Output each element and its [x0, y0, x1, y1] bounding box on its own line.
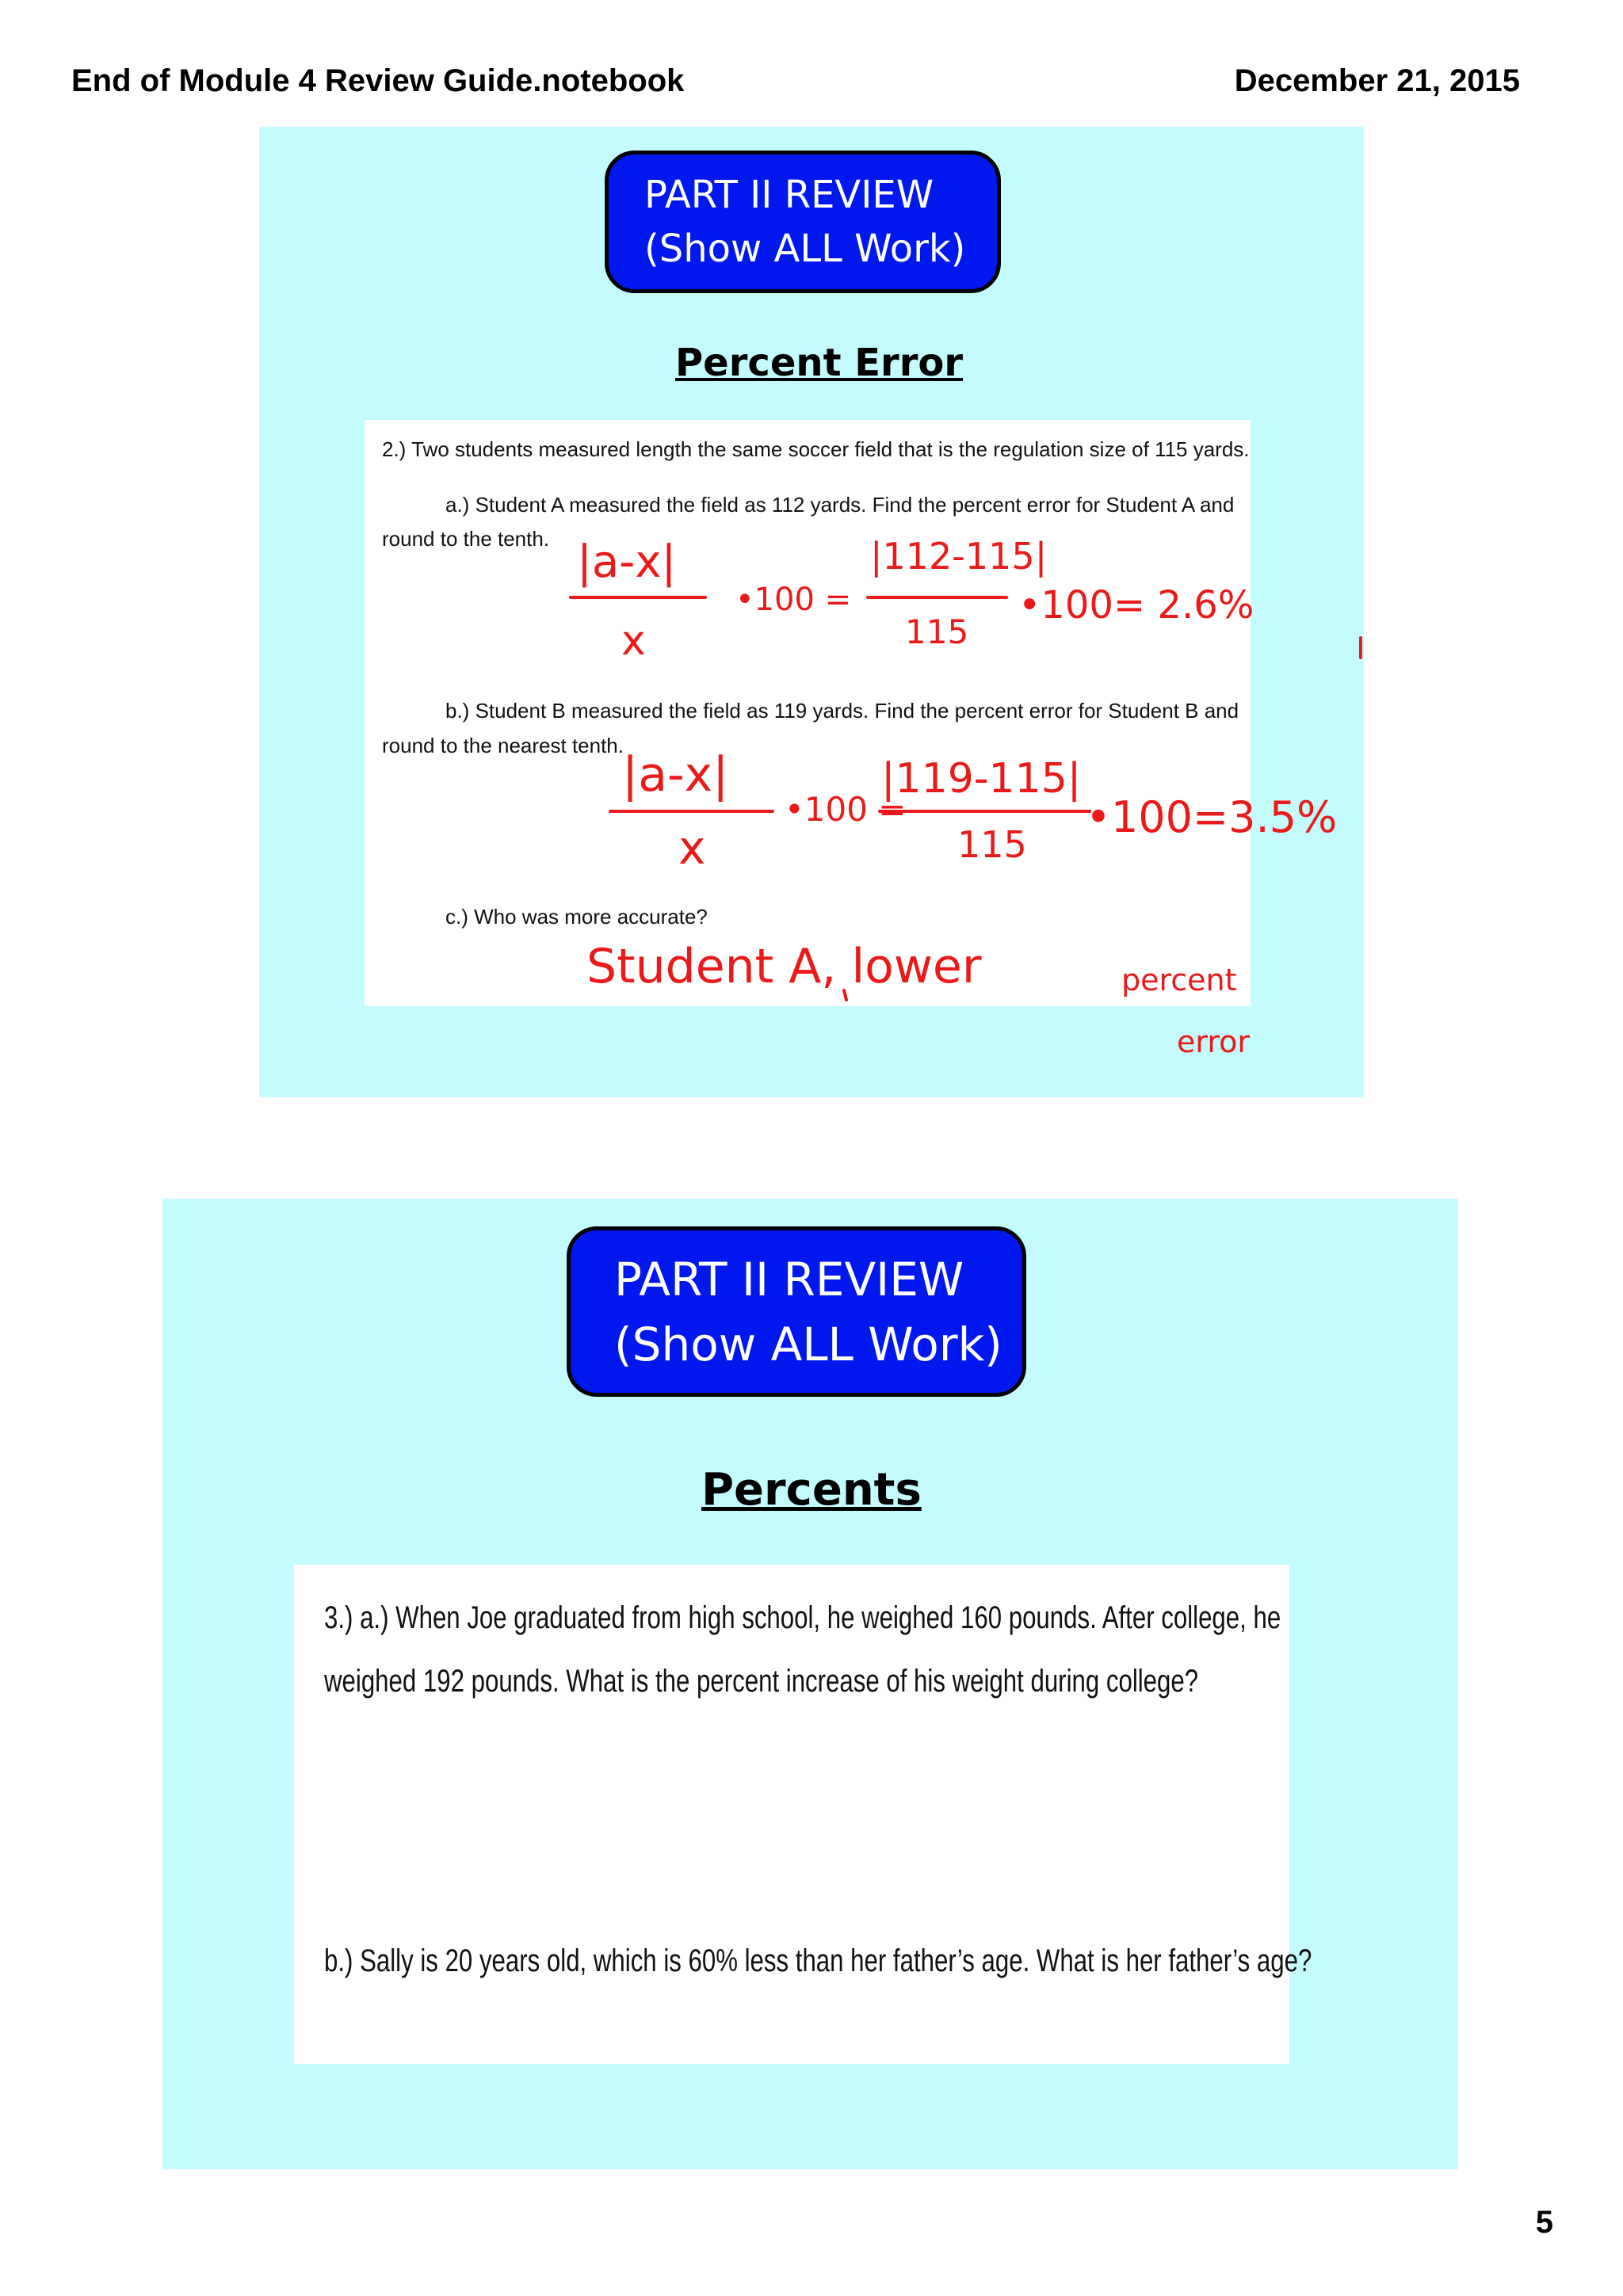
- question-3a-line-2: weighed 192 pounds. What is the percent increase of his weight during college?: [324, 1664, 1199, 1699]
- question-2c: c.) Who was more accurate?: [445, 905, 708, 929]
- hw-c-answer: Student A, lower: [586, 939, 982, 994]
- question-2b-line-1: b.) Student B measured the field as 119 yards. Find the percent error for Student B and: [445, 699, 1239, 723]
- hw-a-times-100: •100 =: [735, 582, 852, 618]
- document-title: End of Module 4 Review Guide.notebook: [71, 63, 685, 98]
- page-number: 5: [1535, 2205, 1553, 2240]
- hw-b-formula-numerator: |a-x|: [622, 747, 729, 803]
- hw-a-substitution-denominator: 115: [905, 612, 969, 651]
- slide-percent-error: [259, 127, 1364, 1097]
- hw-c-word-percent: percent: [1121, 963, 1237, 997]
- hw-a-result: •100= 2.6%: [1018, 583, 1254, 627]
- hw-b-substitution-denominator: 115: [957, 823, 1027, 866]
- badge-line-2: (Show ALL Work): [614, 1317, 1002, 1371]
- badge-line-1: PART II REVIEW: [614, 1252, 964, 1306]
- question-2a-line-1: a.) Student A measured the field as 112 yards. Find the percent error for Student A and: [445, 493, 1235, 517]
- hw-a-formula-denominator: x: [621, 617, 646, 665]
- question-card: [294, 1565, 1312, 2064]
- hw-b-substitution-numerator: |119-115|: [881, 755, 1082, 803]
- slide-percents: [162, 1199, 1458, 2169]
- question-2-intro: 2.) Two students measured length the same soccer field that is the regulation size of 115 yards.: [382, 437, 1250, 461]
- question-2a-line-2: round to the tenth.: [382, 527, 550, 551]
- section-heading: Percents: [701, 1464, 922, 1516]
- hw-c-word-error: error: [1177, 1024, 1250, 1059]
- section-heading: Percent Error: [675, 341, 964, 385]
- document-date: December 21, 2015: [1234, 63, 1520, 98]
- badge-line-2: (Show ALL Work): [644, 227, 966, 271]
- part-ii-review-badge: [567, 1226, 1026, 1397]
- question-2b-line-2: round to the nearest tenth.: [382, 734, 624, 757]
- question-3a-line-1: 3.) a.) When Joe graduated from high school, he weighed 160 pounds. After college, he: [324, 1600, 1281, 1635]
- badge-line-1: PART II REVIEW: [644, 173, 934, 217]
- hw-b-formula-denominator: x: [678, 821, 706, 875]
- hw-b-times-100: •100 =: [785, 790, 907, 829]
- part-ii-review-badge: [605, 151, 1001, 293]
- question-3b: b.) Sally is 20 years old, which is 60% less than her father’s age. What is her father’s age?: [324, 1943, 1312, 1978]
- hw-b-result: •100=3.5%: [1086, 792, 1338, 842]
- hw-a-formula-numerator: |a-x|: [577, 536, 677, 588]
- question-card: [365, 420, 1251, 1006]
- hw-a-substitution-numerator: |112-115|: [870, 535, 1048, 578]
